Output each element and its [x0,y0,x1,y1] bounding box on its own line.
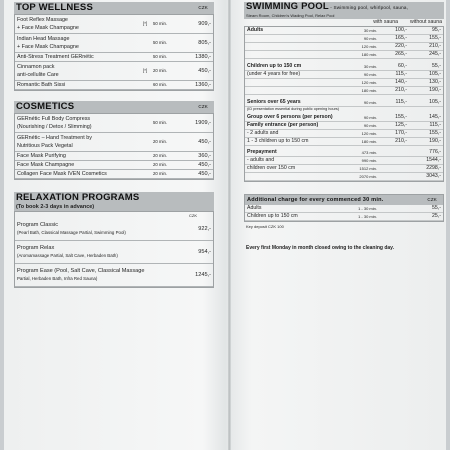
relaxation-name: Program Relax [17,245,55,251]
relaxation-sub: (Aromamassage Partial, Salt Cave, Herbaden Bath) [17,253,118,258]
family-row-without-sauna: 155,- [429,130,441,136]
cosmetics-row-name: GERnétic Full Body Compress [17,116,91,122]
top-wellness-table [14,14,214,91]
prepayment-row-label: Prepayment [247,149,277,155]
additional-row-without-sauna: 55,- [432,205,441,211]
prepayment-row-without-sauna: 776,- [429,149,441,155]
closing-notice: Every first Monday in month closed owing to the cleaning day. [246,245,394,251]
children-row-with-sauna: 210,- [395,87,407,93]
cosmetics-row [15,170,213,179]
cosmetics-row-name: Collagen Face Mask IVEN Cosmetics [17,171,107,177]
relaxation-row [15,264,213,287]
pool-title: SWIMMING POOL [246,1,329,12]
adults-row-with-sauna: 100,- [395,27,407,33]
top-wellness-row [15,34,213,53]
adults-row-time: 120 min. [361,44,377,49]
children-row-with-sauna: 60,- [398,63,407,69]
prepayment-row [245,173,443,181]
adults-row-with-sauna: 265,- [395,51,407,57]
cosmetics-row-name: Face Mask Champagne [17,162,75,168]
adults-row-without-sauna: 155,- [429,35,441,41]
cosmetics-row-price: 450,- [198,171,211,177]
relaxation-price: 1245,- [195,272,211,278]
relaxation-label [17,244,183,260]
pool-col-a: with sauna [373,19,398,25]
adults-row [245,35,443,43]
top-wellness-header-currency: CZK [198,5,208,10]
relaxation-label [17,221,183,237]
prepayment-row-time: 1512 min. [359,166,377,171]
pool-column-headers [244,19,444,26]
cosmetics-row [15,133,213,152]
seniors-row-time: 90 min. [363,100,377,105]
additional-row-without-sauna: 25,- [432,213,441,219]
children-row [245,71,443,79]
adults-row-without-sauna: 245,- [429,51,441,57]
children-row-time: 90 min. [363,72,377,77]
family-row-without-sauna: 190,- [429,138,441,144]
cosmetics-row-price: 450,- [198,139,211,145]
cosmetics-row-price: 360,- [198,153,211,159]
family-row-without-sauna: 115,- [429,122,441,128]
adults-row [245,43,443,51]
prepayment-row-without-sauna: 3043,- [426,173,441,179]
cosmetics-row-sub: Nutritious Pack Vegetal [17,143,73,149]
family-row-time: 180 min. [361,139,377,144]
cosmetics-row-time: 20 min. [153,162,168,167]
top-wellness-row-time: 50 min. [153,40,168,45]
relaxation-table [14,211,214,288]
children-row-without-sauna: 190,- [429,87,441,93]
additional-row-label: Children up to 150 cm [247,213,298,219]
top-wellness-row-label [17,16,143,32]
adults-row [245,27,443,35]
seniors-note: (ID presentation essential during public opening hours) [247,107,340,111]
family-row-with-sauna: 210,- [395,138,407,144]
cosmetics-header-currency: CZK [198,104,208,109]
cosmetics-row-name: GERnétic – Hand Treatment by [17,135,92,141]
prepayment-row-label: children over 150 cm [247,165,296,171]
pool-header [244,2,444,13]
cosmetics-row-label [17,170,153,178]
adults-row-time: 180 min. [361,52,377,57]
children-row-with-sauna: 140,- [395,79,407,85]
family-row-label: - 2 adults and [247,130,279,136]
group-row-label: Group over 6 persons (per person) [247,114,333,120]
cosmetics-row-time: 50 min. [153,120,168,125]
family-row-with-sauna: 170,- [395,130,407,136]
children-row [245,63,443,71]
top-wellness-row-name: Cinnamon pack [17,64,55,70]
cosmetics-row-time: 20 min. [153,153,168,158]
relaxation-sub: Partial, Herbaden Bath, Infra Red Sauna) [17,276,98,281]
cosmetics-row-time: 20 min. [153,171,168,176]
prepayment-row-without-sauna: 2298,- [426,165,441,171]
top-wellness-row-label [17,81,143,89]
group-row [245,114,443,122]
group-row-without-sauna: 145,- [429,114,441,120]
children-row-with-sauna: 115,- [395,71,407,77]
top-wellness-row-sub: anti-cellulite Care [17,72,59,78]
prepayment-row [245,149,443,157]
cosmetics-row-price: 450,- [198,162,211,168]
adults-row-without-sauna: 210,- [429,43,441,49]
group-row-with-sauna: 155,- [395,114,407,120]
cosmetics-row-label [17,134,153,150]
relaxation-sub: (Pearl Bath, Classical Massage Partial, Swimming Pool) [17,230,126,235]
adults-row-with-sauna: 165,- [395,35,407,41]
pool-col-b: without sauna [409,19,442,25]
prepayment-row-time: 473 min. [361,150,377,155]
top-wellness-row-time: 60 min. [153,82,168,87]
additional-charge-table [244,194,444,222]
children-row-without-sauna: 55,- [432,63,441,69]
children-row-time: 180 min. [361,88,377,93]
relaxation-currency: CZK [189,213,197,218]
top-wellness-row-name: Foot Reflex Massage [17,17,68,23]
prepayment-row [245,165,443,173]
top-wellness-row-time: 50 min. [153,54,168,59]
prepayment-row-label: - adults and [247,157,275,163]
relaxation-price: 922,- [198,226,211,232]
cosmetics-row-price: 1909,- [195,120,211,126]
top-wellness-row [15,53,213,62]
children-row-time: 120 min. [361,80,377,85]
top-wellness-row-price: 805,- [198,40,211,46]
additional-title: Additional charge for every commenced 30 min. [247,197,384,203]
top-wellness-row-label [17,63,143,79]
top-wellness-row [15,15,213,34]
top-wellness-row-price: 909,- [198,21,211,27]
additional-row [245,205,443,213]
top-wellness-row-mark: [*] [143,68,148,73]
seniors-row-with-sauna: 115,- [395,99,407,105]
top-wellness-row-label [17,35,143,51]
additional-currency: CZK [427,197,437,202]
cosmetics-row-label [17,161,153,169]
top-wellness-row-time: 50 min. [153,21,168,26]
family-row-label: Family entrance (per person) [247,122,319,128]
cosmetics-header-title: COSMETICS [16,101,75,112]
additional-row-time: 1 - 30 min. [358,214,377,219]
children-row [245,79,443,87]
children-row-without-sauna: 105,- [429,71,441,77]
top-wellness-row-name: Indian Head Massage [17,36,70,42]
additional-row-label: Adults [247,205,262,211]
top-wellness-row [15,81,213,90]
pool-desc-2: Steam Room, Children's Wading Pool, Relax Pool [244,13,444,19]
top-wellness-row-price: 1360,- [195,82,211,88]
children-row-label: Children up to 150 cm [247,63,302,69]
relaxation-row [15,218,213,241]
page-fold [228,0,231,450]
top-wellness-row-label [17,53,143,61]
top-wellness-header [14,2,214,14]
adults-row-with-sauna: 220,- [395,43,407,49]
family-row [245,138,443,146]
family-row-time: 120 min. [361,131,377,136]
family-row-label: 1 - 3 children up to 150 cm [247,138,309,144]
top-wellness-row-name: Anti-Stress Treatment GERnétic [17,54,94,60]
adults-row-without-sauna: 95,- [432,27,441,33]
top-wellness-row-mark: [*] [143,21,148,26]
family-row [245,122,443,130]
seniors-row [245,99,443,107]
family-row [245,130,443,138]
top-wellness-row-sub: + Face Mask Champagne [17,44,79,50]
left-column [14,0,214,288]
cosmetics-row-time: 20 min. [153,139,168,144]
cosmetics-row [15,114,213,133]
adults-row [245,51,443,59]
relaxation-name: Program Classic [17,222,59,228]
relaxation-name: Program Ease (Pool, Salt Cave, Classical Massage [17,268,145,274]
adults-row-time: 90 min. [363,36,377,41]
adults-row-label: Adults [247,27,264,33]
cosmetics-header [14,101,214,113]
children-row-time: 30 min. [363,64,377,69]
relaxation-price: 954,- [198,249,211,255]
cosmetics-row-name: Face Mask Purifying [17,153,66,159]
pool-table [244,26,444,182]
children-row [245,87,443,95]
top-wellness-header-title: TOP WELLNESS [16,2,94,13]
group-row-time: 90 min. [363,115,377,120]
prepayment-row-without-sauna: 1544,- [426,157,441,163]
right-column [244,0,444,251]
relaxation-label [17,267,183,283]
top-wellness-row-price: 450,- [198,68,211,74]
additional-header [245,195,443,205]
relaxation-row [15,241,213,264]
seniors-row-without-sauna: 105,- [429,99,441,105]
prepayment-row [245,157,443,165]
cosmetics-row-sub: (Nourishing / Detox / Slimming) [17,124,92,130]
additional-row [245,213,443,221]
cosmetics-row [15,161,213,170]
children-row-without-sauna: 130,- [429,79,441,85]
additional-row-time: 1 - 30 min. [358,206,377,211]
children-row-label: (under 4 years for free) [247,71,301,77]
relaxation-subtitle: (To book 2-3 days in advance) [14,203,214,211]
top-wellness-row-time: 20 min. [153,68,168,73]
family-row-with-sauna: 125,- [395,122,407,128]
adults-row-time: 30 min. [363,28,377,33]
top-wellness-row-sub: + Face Mask Champagne [17,25,79,31]
family-row-time: 90 min. [363,123,377,128]
prepayment-row-time: 2070 min. [359,174,377,179]
cosmetics-row-label [17,152,153,160]
prepayment-row-time: 990 min. [361,158,377,163]
seniors-row-label: Seniors over 65 years [247,99,301,105]
relaxation-header-title: RELAXATION PROGRAMS [16,192,140,203]
cosmetics-row-label [17,115,153,131]
cosmetics-table [14,113,214,180]
cosmetics-row [15,152,213,161]
top-wellness-row-price: 1380,- [195,54,211,60]
top-wellness-row-name: Romantic Bath Sissi [17,82,66,88]
top-wellness-row [15,62,213,81]
key-deposit: Key deposit CZK 100 [246,224,284,229]
pool-desc: - Swimming pool, whirlpool, sauna, [328,5,409,10]
